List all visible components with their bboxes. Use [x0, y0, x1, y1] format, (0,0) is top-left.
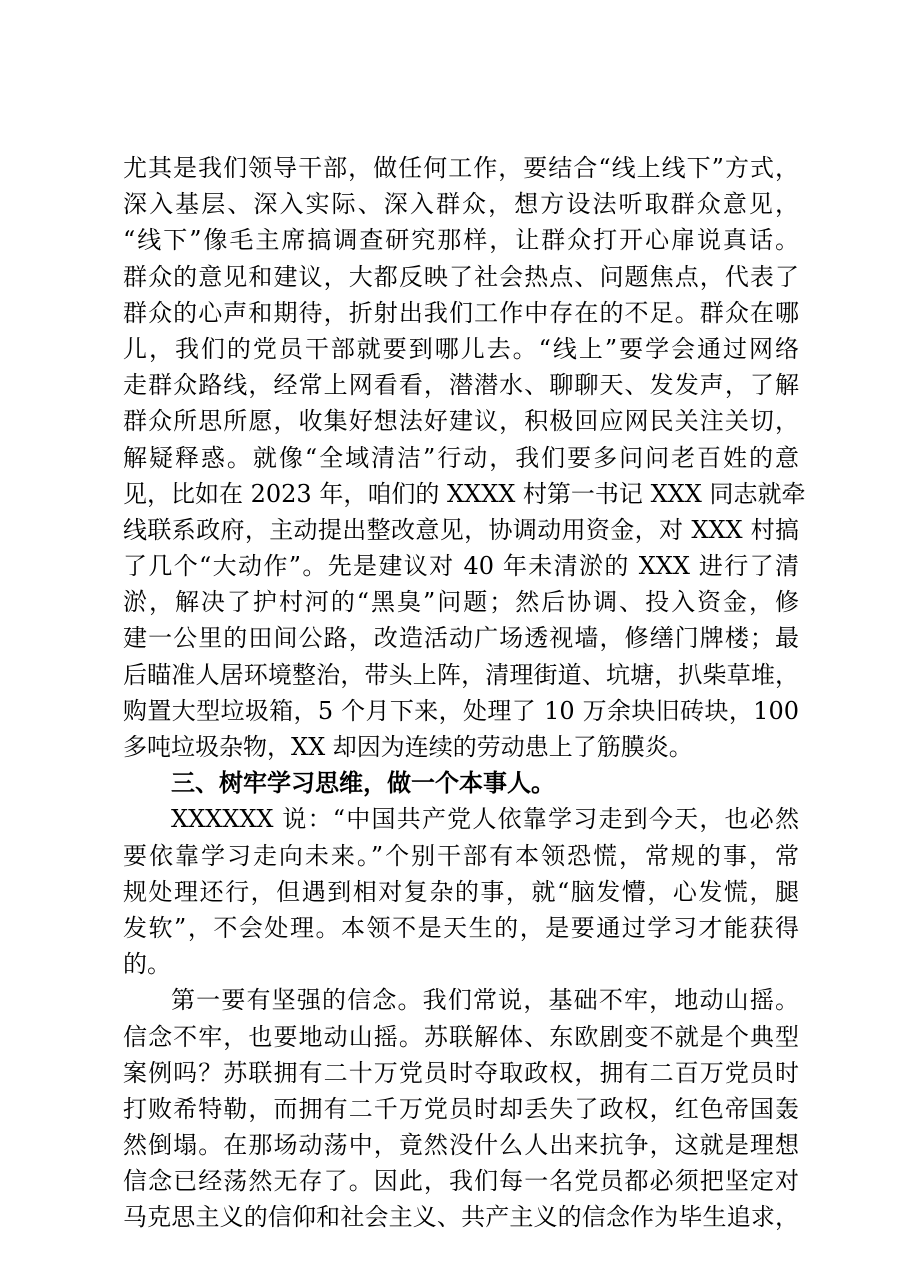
paragraph-line: 购置大型垃圾箱，5 个月下来，处理了 10 万余块旧砖块，100 [123, 696, 799, 725]
paragraph-line: 了几个“大动作”。先是建议对 40 年未清淤的 XXX 进行了清 [123, 552, 799, 581]
paragraph-1 [123, 150, 806, 765]
document-body [123, 150, 806, 1236]
paragraph-line: 群众所思所愿，收集好想法好建议，积极回应网民关注关切， [123, 407, 799, 436]
paragraph-line: 群众的意见和建议，大都反映了社会热点、问题焦点，代表了 [123, 262, 799, 291]
paragraph-line: 信念已经荡然无存了。因此，我们每一名党员都必须把坚定对 [123, 1167, 799, 1196]
paragraph-line: 的。 [123, 950, 171, 979]
paragraph-line: XXXXXX 说：“中国共产党人依靠学习走到今天，也必然 [171, 805, 799, 834]
paragraph-line: 建一公里的田间公路，改造活动广场透视墙，修缮门牌楼；最 [123, 624, 799, 653]
paragraph-line: 案例吗？苏联拥有二十万党员时夺取政权，拥有二百万党员时 [123, 1058, 799, 1087]
paragraph-line: “线下”像毛主席搞调查研究那样，让群众打开心扉说真话。 [123, 226, 799, 255]
paragraph-line: 规处理还行，但遇到相对复杂的事，就“脑发懵，心发慌，腿 [123, 877, 799, 906]
paragraph-line: 尤其是我们领导干部，做任何工作，要结合“线上线下”方式， [123, 154, 799, 182]
paragraph-line: 解疑释惑。就像“全域清洁”行动，我们要多问问老百姓的意 [123, 443, 799, 472]
paragraph-line: 群众的心声和期待，折射出我们工作中存在的不足。群众在哪 [123, 298, 799, 327]
paragraph-2 [123, 801, 799, 982]
paragraph-line: 要依靠学习走向未来。”个别干部有本领恐慌，常规的事，常 [123, 841, 799, 870]
paragraph-3 [123, 982, 799, 1235]
paragraph-line: 打败希特勒，而拥有二千万党员时却丢失了政权，红色帝国轰 [123, 1094, 799, 1123]
paragraph-line: 淤，解决了护村河的“黑臭”问题；然后协调、投入资金，修 [123, 588, 799, 617]
paragraph-line: 深入基层、深入实际、深入群众，想方设法听取群众意见， [123, 190, 799, 219]
paragraph-line: 多吨垃圾杂物，XX 却因为连续的劳动患上了筋膜炎。 [123, 733, 693, 761]
paragraph-line: 儿，我们的党员干部就要到哪儿去。“线上”要学会通过网络 [123, 334, 799, 363]
paragraph-line: 第一要有坚强的信念。我们常说，基础不牢，地动山摇。 [171, 986, 799, 1015]
paragraph-line: 走群众路线，经常上网看看，潜潜水、聊聊天、发发声，了解 [123, 371, 799, 400]
section-heading: 三、树牢学习思维，做一个本事人。 [171, 769, 555, 798]
paragraph-line: 发软”，不会处理。本领不是天生的，是要通过学习才能获得 [123, 913, 799, 942]
paragraph-line: 线联系政府，主动提出整改意见，协调动用资金，对 XXX 村搞 [123, 515, 799, 544]
paragraph-line: 然倒塌。在那场动荡中，竟然没什么人出来抗争，这就是理想 [123, 1131, 799, 1160]
paragraph-line: 信念不牢，也要地动山摇。苏联解体、东欧剧变不就是个典型 [123, 1022, 799, 1051]
paragraph-line: 马克思主义的信仰和社会主义、共产主义的信念作为毕生追求， [123, 1203, 799, 1232]
paragraph-line: 见，比如在 2023 年，咱们的 XXXX 村第一书记 XXX 同志就牵 [123, 479, 806, 508]
paragraph-line: 后瞄准人居环境整治，带头上阵，清理街道、坑塘，扒柴草堆， [123, 660, 799, 689]
